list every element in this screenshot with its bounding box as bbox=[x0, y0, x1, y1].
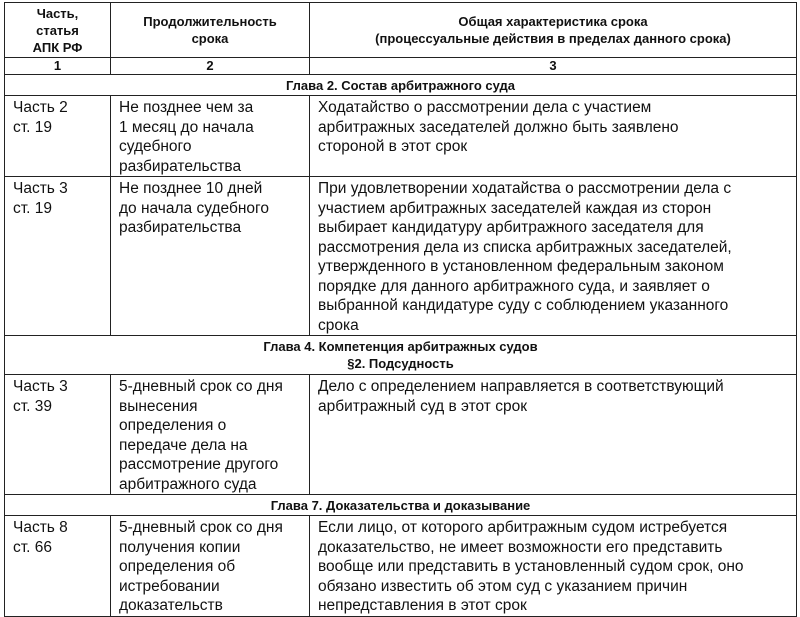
table-row bbox=[5, 96, 797, 177]
section-title: Глава 2. Состав арбитражного суда bbox=[5, 75, 797, 96]
deadlines-table bbox=[4, 2, 797, 617]
article-cell: Часть 8 ст. 66 bbox=[5, 516, 111, 617]
table-row bbox=[5, 177, 797, 336]
description-cell: При удовлетворении ходатайства о рассмотрении дела с участием арбитражных заседателей каждая из сторон выбирает кандидатуру арбитражного заседателя для рассмотрения дела из списка арбитражных заседателей, утвержденного в установленном федеральным законом порядке для данного арбитражного суда, и заявляет о выбранной кандидатуре суду с соблюдением указанного срока bbox=[310, 177, 797, 336]
description-cell: Дело с определением направляется в соответствующий арбитражный суд в этот срок bbox=[310, 375, 797, 495]
table-row bbox=[5, 516, 797, 617]
article-cell: Часть 2 ст. 19 bbox=[5, 96, 111, 177]
duration-cell: 5-дневный срок со дня вынесения определения о передаче дела на рассмотрение другого арбитражного суда bbox=[111, 375, 310, 495]
duration-cell: Не позднее чем за 1 месяц до начала судебного разбирательства bbox=[111, 96, 310, 177]
description-cell: Если лицо, от которого арбитражным судом истребуется доказательство, не имеет возможности его представить вообще или представить в установленный судом срок, оно обязано известить об этом суд с указанием причин непредставления в этот срок bbox=[310, 516, 797, 617]
table-header-row bbox=[5, 3, 797, 58]
section-title: Глава 7. Доказательства и доказывание bbox=[5, 495, 797, 516]
header-duration: Продолжительность срока bbox=[111, 3, 310, 58]
duration-cell: Не позднее 10 дней до начала судебного разбирательства bbox=[111, 177, 310, 336]
column-number-row bbox=[5, 58, 797, 75]
header-article: Часть, статья АПК РФ bbox=[5, 3, 111, 58]
section-header-row bbox=[5, 75, 797, 96]
column-number: 2 bbox=[111, 58, 310, 75]
article-cell: Часть 3 ст. 19 bbox=[5, 177, 111, 336]
header-description: Общая характеристика срока (процессуальные действия в пределах данного срока) bbox=[310, 3, 797, 58]
section-title: Глава 4. Компетенция арбитражных судов §2. Подсудность bbox=[5, 336, 797, 375]
duration-cell: 5-дневный срок со дня получения копии определения об истребовании доказательств bbox=[111, 516, 310, 617]
article-cell: Часть 3 ст. 39 bbox=[5, 375, 111, 495]
description-cell: Ходатайство о рассмотрении дела с участием арбитражных заседателей должно быть заявлено стороной в этот срок bbox=[310, 96, 797, 177]
column-number: 3 bbox=[310, 58, 797, 75]
section-header-row bbox=[5, 495, 797, 516]
column-number: 1 bbox=[5, 58, 111, 75]
section-header-row bbox=[5, 336, 797, 375]
table-row bbox=[5, 375, 797, 495]
